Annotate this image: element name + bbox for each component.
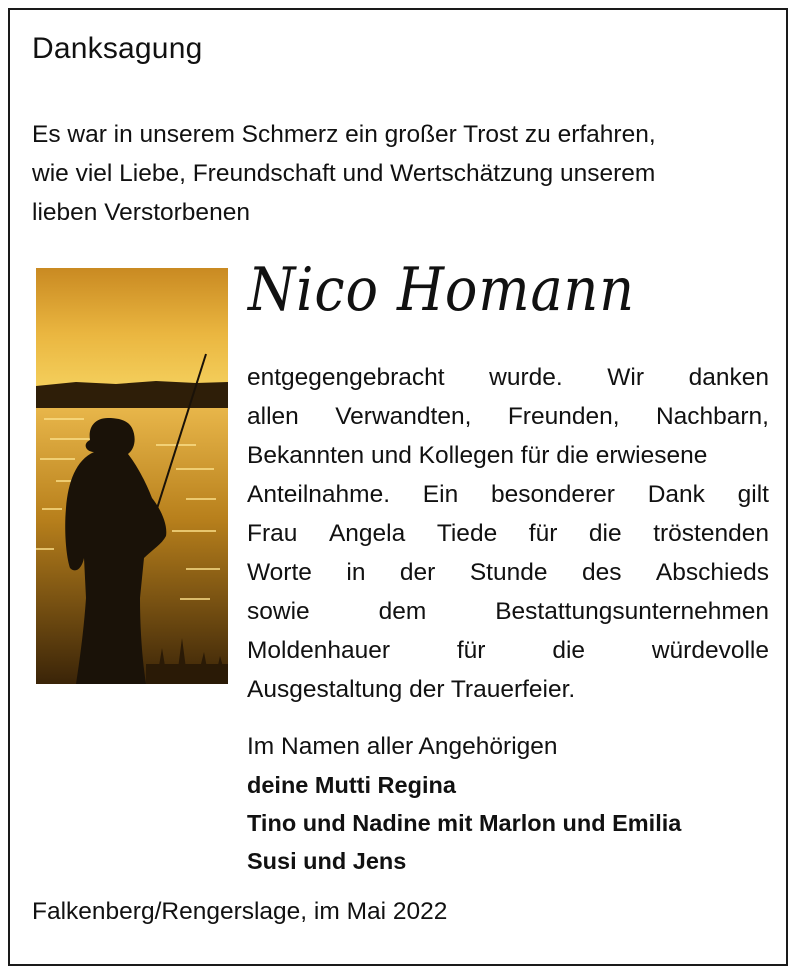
body-word: Verwandten, (335, 403, 472, 430)
body-word: die (552, 637, 586, 664)
body-word: Dank (647, 481, 705, 508)
intro-line: wie viel Liebe, Freundschaft und Wertschätzung unserem (32, 160, 656, 187)
body-word: Stunde (469, 559, 548, 586)
body-word: entgegengebracht (247, 364, 445, 391)
body-line (247, 436, 769, 475)
family-name-line: deine Mutti Regina (247, 772, 456, 798)
signoff-block (247, 728, 681, 880)
fisherman-silhouette-image (36, 268, 228, 684)
body-word: Ein (422, 481, 459, 508)
memorial-photo (36, 268, 228, 684)
body-word: würdevolle (651, 637, 769, 664)
deceased-name: Nico Homann (248, 255, 635, 325)
intro-line: Es war in unserem Schmerz ein großer Trost zu erfahren, (32, 121, 656, 148)
body-word: Bestattungsunternehmen (495, 598, 769, 625)
body-word: die (588, 520, 622, 547)
body-line (247, 553, 769, 592)
body-word: danken (688, 364, 769, 391)
body-word: Abschieds (655, 559, 769, 586)
notice-heading: Danksagung (32, 32, 203, 65)
body-word: Worte (247, 559, 312, 586)
body-word: Nachbarn, (655, 403, 769, 430)
body-line (247, 475, 769, 514)
body-line (247, 358, 769, 397)
family-name-line: Susi und Jens (247, 848, 407, 874)
intro-text (32, 115, 772, 232)
body-word: Wir (607, 364, 644, 391)
body-word: Anteilnahme. (247, 481, 391, 508)
body-word: in (346, 559, 366, 586)
body-word: Angela (328, 520, 406, 547)
body-word: Ausgestaltung der Trauerfeier. (247, 676, 576, 703)
body-word: Bekannten und Kollegen für die erwiesene (247, 442, 708, 469)
body-line (247, 631, 769, 670)
body-word: gilt (737, 481, 769, 508)
body-word: Frau (247, 520, 298, 547)
body-word: dem (378, 598, 427, 625)
body-line (247, 592, 769, 631)
body-word: tröstenden (653, 520, 769, 547)
body-word: des (581, 559, 622, 586)
body-word: besonderer (490, 481, 615, 508)
place-and-date: Falkenberg/Rengerslage, im Mai 2022 (32, 898, 448, 925)
body-word: sowie (247, 598, 310, 625)
intro-line: lieben Verstorbenen (32, 199, 250, 226)
body-word: für (528, 520, 558, 547)
body-word: der (399, 559, 436, 586)
body-word: Tiede (436, 520, 498, 547)
signoff-intro: Im Namen aller Angehörigen (247, 733, 558, 760)
body-word: Freunden, (507, 403, 620, 430)
body-word: wurde. (489, 364, 563, 391)
body-word: allen (247, 403, 299, 430)
body-line (247, 670, 769, 709)
body-line (247, 397, 769, 436)
family-name-line: Tino und Nadine mit Marlon und Emilia (247, 810, 682, 836)
thanks-text (247, 358, 769, 709)
body-word: für (456, 637, 486, 664)
body-line (247, 514, 769, 553)
body-word: Moldenhauer (247, 637, 391, 664)
